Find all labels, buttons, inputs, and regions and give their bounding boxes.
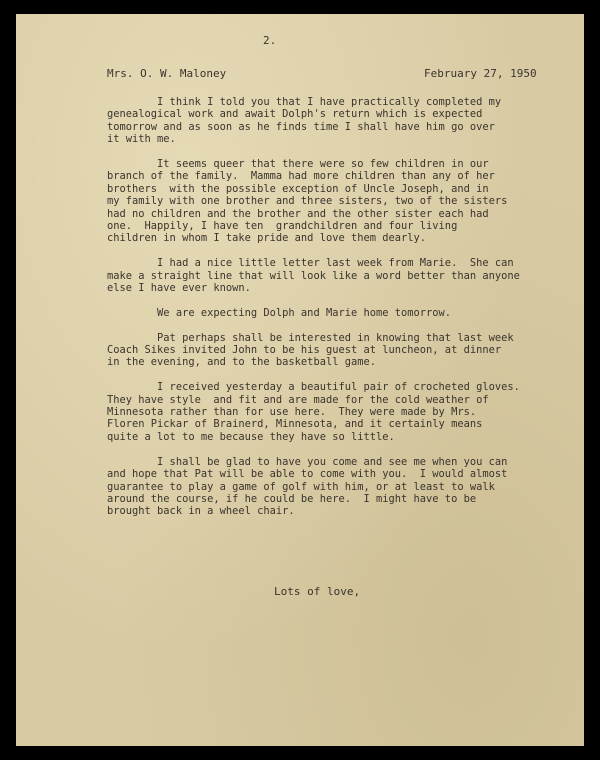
letter-body [107,96,567,530]
paragraph-gloves: I received yesterday a beautiful pair of crocheted gloves. They have style and fit and are made for the cold weather of Minnesota rather than for use here. They were made by Mrs. Floren Pickar of Brainerd, Minnesota, and it certainly means quite a lot to me because they have so little. [107,381,520,443]
addressee: Mrs. O. W. Maloney [107,67,227,80]
paragraph-coach: Pat perhaps shall be interested in knowing that last week Coach Sikes invited John to be his guest at luncheon, at dinner in the evening, and to the basketball game. [107,331,514,369]
closing: Lots of love, [274,585,361,598]
letter-page [16,14,584,746]
paragraph-marie-letter: I had a nice little letter last week from Marie. She can make a straight line that will look like a word better than anyone else I have ever known. [107,257,520,295]
paragraph-visit: I shall be glad to have you come and see me when you can and hope that Pat will be able to come with you. I would almost guarantee to play a game of golf with him, or at least to walk around the course, if he could be here. I might have to be brought back in a wheel chair. [107,455,508,518]
paragraph-family: It seems queer that there were so few children in our branch of the family. Mamma had more children than any of her brothers with the possible exception of Uncle Joseph, and in my family with one brother and three sisters, two of the sisters had no children and the brother and the other sister each had one. Happily, I have ten grandchildren and four living children in whom I take pride and love them dearly. [107,158,508,245]
paragraph-genealogy: I think I told you that I have practically completed my genealogical work and await Dolph's return which is expected tomorrow and as soon as he finds time I shall have him go over it with me. [107,96,502,146]
letter-date: February 27, 1950 [424,67,537,80]
page-number: 2. [263,34,277,47]
paragraph-expecting: We are expecting Dolph and Marie home tomorrow. [107,306,452,319]
